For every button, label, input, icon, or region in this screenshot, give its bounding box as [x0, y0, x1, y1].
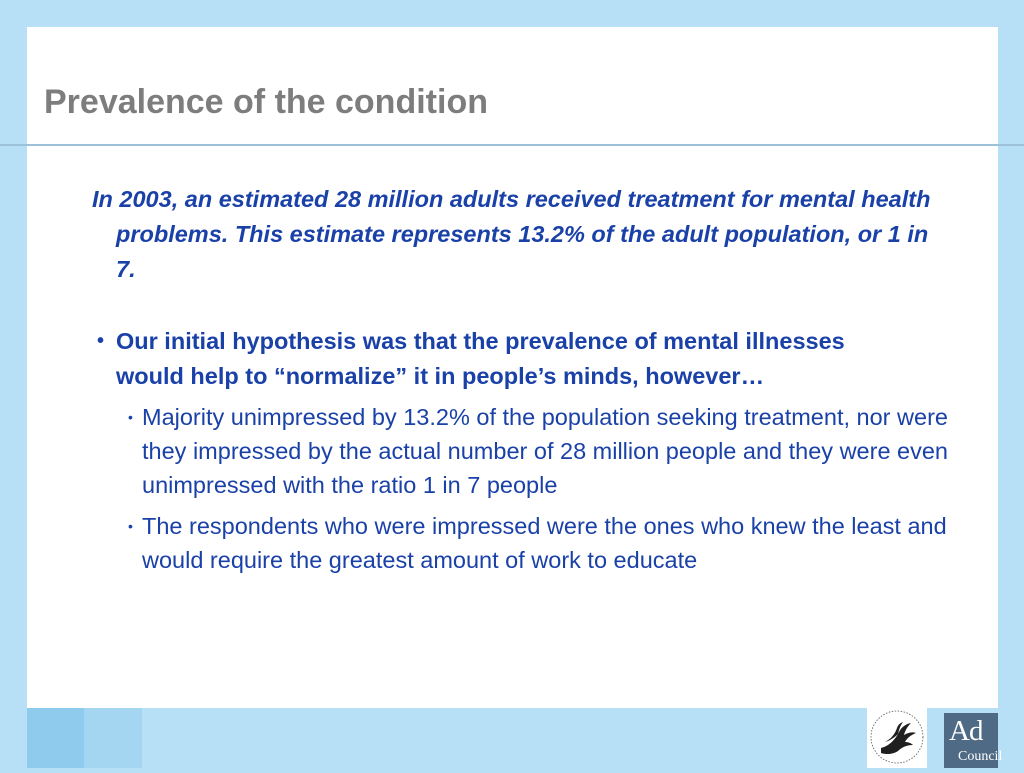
sub-bullet-icon: • — [128, 409, 133, 425]
hhs-eagle-seal-icon — [867, 706, 927, 768]
bullet-icon: • — [97, 330, 105, 352]
council-logo-text: Council — [958, 749, 1003, 764]
sub-bullet-icon: • — [128, 518, 133, 534]
title-divider — [0, 144, 1024, 146]
footer-accent-block — [84, 708, 142, 768]
sub-bullet-item — [128, 400, 952, 502]
ad-logo-text: Ad — [949, 715, 983, 747]
sub-bullet-text: The respondents who were impressed were the ones who knew the least and would require the greatest amount of work to educate — [142, 513, 947, 573]
slide-content — [92, 182, 952, 577]
intro-paragraph: In 2003, an estimated 28 million adults received treatment for mental health problems. This estimate represents 13.2% of the adult population, or 1 in 7. — [92, 186, 931, 282]
sub-bullet-item — [128, 509, 952, 577]
footer-accent-block — [27, 708, 84, 768]
main-bullet-text: Our initial hypothesis was that the prevalence of mental illnesses would help to “normalize” it in people’s minds, however… — [116, 328, 845, 389]
main-bullet-item — [92, 324, 886, 394]
slide-title: Prevalence of the condition — [44, 83, 488, 121]
sub-bullet-text: Majority unimpressed by 13.2% of the population seeking treatment, nor were they impressed by the actual number of 28 million people and they were even unimpressed with the ratio 1 in 7 people — [142, 404, 948, 498]
ad-council-logo — [944, 713, 1003, 768]
hhs-logo — [867, 706, 927, 768]
